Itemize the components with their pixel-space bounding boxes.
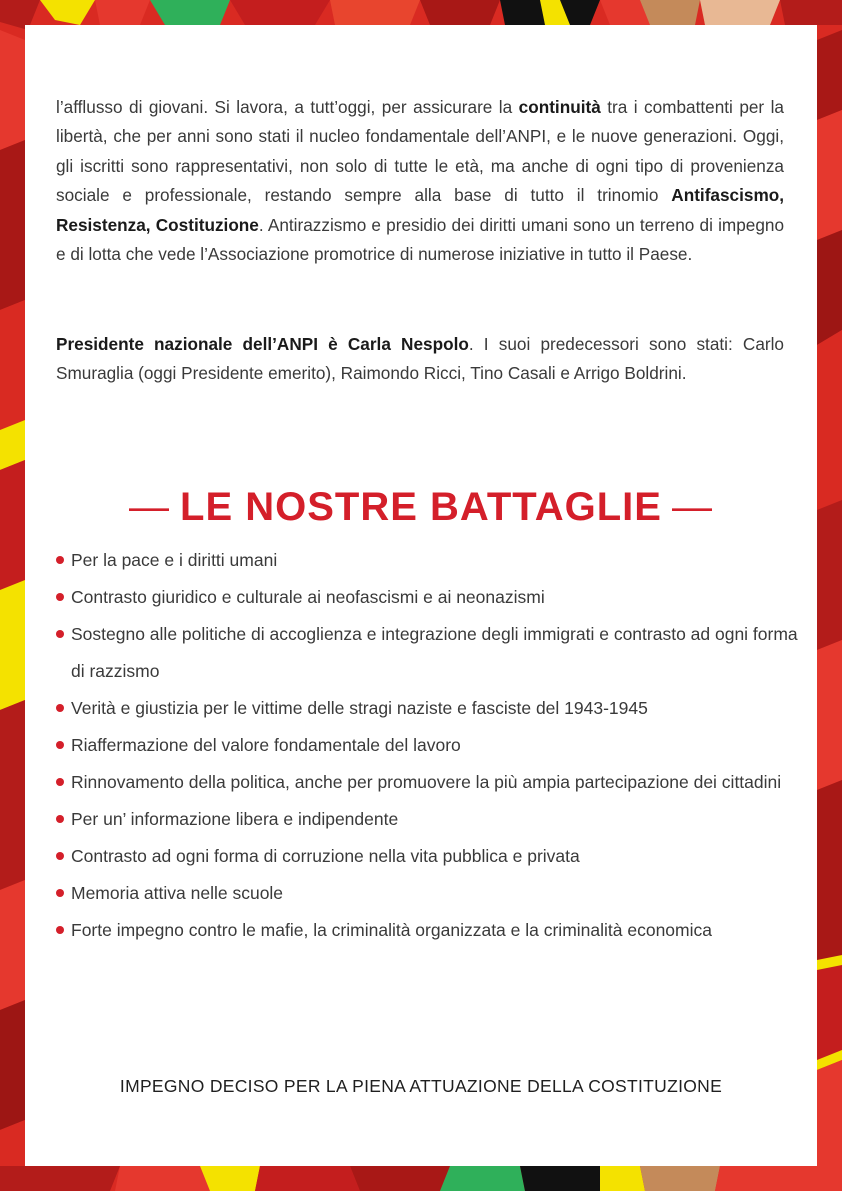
bullet-icon bbox=[56, 889, 64, 897]
list-item bbox=[56, 616, 816, 690]
bullet-icon bbox=[56, 926, 64, 934]
footer-slogan: IMPEGNO DECISO PER LA PIENA ATTUAZIONE DELLA COSTITUZIONE bbox=[119, 1076, 723, 1096]
section-heading bbox=[25, 485, 817, 530]
bullet-icon bbox=[56, 778, 64, 786]
list-item bbox=[56, 764, 816, 801]
list-item-text: Riaffermazione del valore fondamentale del lavoro bbox=[71, 735, 461, 755]
list-item bbox=[56, 912, 816, 949]
paragraph-anpi-generations bbox=[56, 93, 784, 269]
paragraph2-bold-presidente: Presidente nazionale dell’ANPI è Carla Nespolo bbox=[56, 334, 469, 354]
bullet-icon bbox=[56, 593, 64, 601]
content-card bbox=[25, 25, 817, 1166]
list-item bbox=[56, 690, 816, 727]
list-item bbox=[56, 579, 816, 616]
paragraph1-bold-continuita: continuità bbox=[518, 97, 601, 117]
list-item-text: Memoria attiva nelle scuole bbox=[71, 883, 284, 903]
paragraph-presidente bbox=[56, 330, 784, 389]
heading-title: LE NOSTRE BATTAGLIE bbox=[180, 485, 662, 529]
paragraph1-text-c: . Antirazzismo e presidio dei diritti umani sono un terreno di impegno e di lotta che vede l’Associazione promotrice di numerose iniziative in tutto il Paese. bbox=[56, 214, 784, 265]
list-item bbox=[56, 727, 816, 764]
list-item-text: Verità e giustizia per le vittime delle stragi naziste e fasciste del 1943-1945 bbox=[71, 698, 648, 718]
bullet-icon bbox=[56, 852, 64, 860]
bullet-icon bbox=[56, 704, 64, 712]
list-item-text: Contrasto giuridico e culturale ai neofascismi e ai neonazismi bbox=[71, 587, 545, 607]
paragraph1-text-b: tra i combattenti per la libertà, che per anni sono stati il nucleo fondamentale dell’ANPI, e le nuove generazioni. Oggi, gli iscritti sono rappresentativi, non solo di tutte le età, ma anche di ogni tipo di provenienza sociale e professionale, restando sempre alla base di tutto il trinomio bbox=[56, 97, 784, 206]
bullet-icon bbox=[56, 630, 64, 638]
list-item-text: Sostegno alle politiche di accoglienza e integrazione degli immigrati e contrasto ad ogni forma di razzismo bbox=[71, 624, 798, 681]
paragraph1-bold-trinomio: Antifascismo, Resistenza, Costituzione bbox=[56, 185, 784, 235]
heading-dash-left: — bbox=[129, 485, 171, 529]
list-item bbox=[56, 801, 816, 838]
paragraph1-text-a: l’afflusso di giovani. Si lavora, a tutt’oggi, per assicurare la bbox=[56, 97, 519, 117]
list-item-text: Per un’ informazione libera e indipendente bbox=[71, 809, 399, 829]
heading-dash-right: — bbox=[671, 485, 713, 529]
list-item bbox=[56, 875, 816, 912]
battaglie-list bbox=[56, 542, 816, 949]
bullet-icon bbox=[56, 815, 64, 823]
list-item-text: Contrasto ad ogni forma di corruzione nella vita pubblica e privata bbox=[71, 846, 580, 866]
paragraph2-text: . I suoi predecessori sono stati: Carlo Smuraglia (oggi Presidente emerito), Raimondo Ricci, Tino Casali e Arrigo Boldrini. bbox=[56, 334, 784, 384]
list-item-text: Per la pace e i diritti umani bbox=[71, 550, 278, 570]
list-item-text: Forte impegno contro le mafie, la criminalità organizzata e la criminalità economica bbox=[71, 920, 712, 940]
list-item bbox=[56, 838, 816, 875]
list-item bbox=[56, 542, 816, 579]
bullet-icon bbox=[56, 556, 64, 564]
bullet-icon bbox=[56, 741, 64, 749]
list-item-text: Rinnovamento della politica, anche per promuovere la più ampia partecipazione dei cittadini bbox=[71, 772, 782, 792]
